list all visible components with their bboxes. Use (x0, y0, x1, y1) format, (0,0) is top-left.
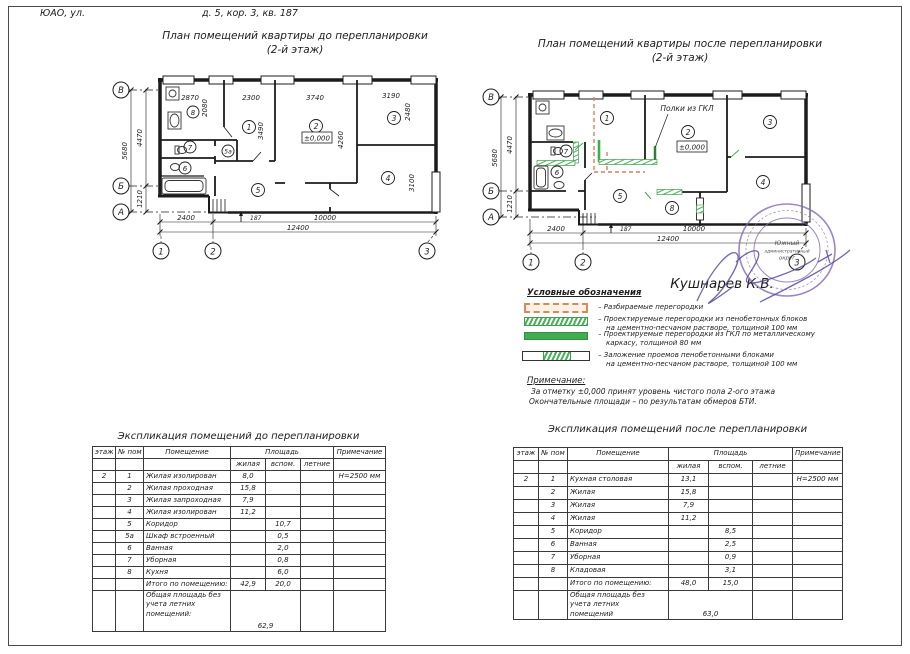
svg-text:4260: 4260 (337, 131, 345, 149)
table-cell (514, 591, 539, 620)
table-cell: Н=2500 мм (793, 474, 843, 487)
table-cell: Уборная (144, 555, 231, 567)
svg-text:2400: 2400 (177, 214, 195, 222)
table-cell (753, 591, 793, 620)
table-cell (301, 579, 334, 591)
table-cell (709, 474, 753, 487)
table-cell: жилая (669, 461, 709, 474)
explication-table-before (92, 446, 385, 632)
dimension-labels-before (121, 92, 416, 232)
table-cell: Кухня (144, 567, 231, 579)
table-cell: 1 (539, 474, 568, 487)
table-cell: 7 (539, 552, 568, 565)
table-cell (334, 495, 386, 507)
plan-before-title-line: План помещений квартиры до перепланировки (162, 30, 428, 42)
plan-before-subtitle: (2-й этаж) (266, 44, 324, 56)
svg-text:В: В (488, 93, 494, 103)
svg-text:1: 1 (246, 123, 252, 132)
svg-text:3740: 3740 (306, 94, 324, 102)
table-cell (334, 591, 386, 632)
svg-text:А: А (488, 213, 494, 223)
table-cell (709, 513, 753, 526)
table-cell (301, 567, 334, 579)
table-cell: Помещение (144, 447, 231, 459)
table-cell (93, 591, 116, 632)
table-cell: 0,5 (266, 531, 301, 543)
table-cell (231, 567, 266, 579)
table-cell: 2,5 (709, 539, 753, 552)
note-line: Окончательные площади – по результатам обмеров БТИ. (529, 397, 757, 406)
table-cell (334, 483, 386, 495)
dimension-lines-before (129, 88, 439, 244)
legend-item-label: – Проектируемые перегородки из ГКЛ по металлическому (598, 330, 815, 338)
note-title: Примечание: (527, 376, 586, 386)
table-cell (568, 461, 669, 474)
table-cell (793, 578, 843, 591)
table-cell: 63,0 (669, 591, 753, 620)
round-stamp (739, 204, 835, 296)
svg-text:3190: 3190 (382, 92, 400, 100)
table-cell: 2 (514, 474, 539, 487)
legend-item-label: – Разбираемые перегородки (598, 303, 704, 311)
table-cell (266, 471, 301, 483)
table-cell (753, 539, 793, 552)
level-mark-after (677, 141, 707, 152)
legend-title: Условные обозначения (527, 288, 642, 298)
legend-item-label: – Заложение проемов пенобетонными блоками (598, 351, 774, 359)
table-cell (514, 487, 539, 500)
svg-text:5: 5 (255, 186, 261, 195)
svg-text:2480: 2480 (404, 103, 412, 121)
table-cell (753, 500, 793, 513)
table-cell (93, 495, 116, 507)
table-cell (539, 591, 568, 620)
svg-text:187: 187 (620, 226, 632, 233)
svg-text:Южный: Южный (774, 240, 800, 247)
table-cell: 7 (116, 555, 144, 567)
table-cell (334, 459, 386, 471)
table-cell (793, 461, 843, 474)
svg-text:6: 6 (554, 169, 560, 177)
table-cell: Площадь (231, 447, 334, 459)
table-cell (93, 459, 116, 471)
table-cell (793, 591, 843, 620)
table-cell (301, 495, 334, 507)
svg-text:8: 8 (669, 204, 675, 213)
svg-text:А: А (118, 208, 124, 218)
table-cell (793, 487, 843, 500)
legend-swatch-foamblock (524, 317, 588, 326)
table-cell: 15,8 (231, 483, 266, 495)
table-cell: Общая площадь без учета летних помещений: (144, 591, 231, 632)
table-cell (334, 543, 386, 555)
svg-text:12400: 12400 (656, 235, 680, 243)
table-cell: Шкаф встроенный (144, 531, 231, 543)
approver-name: Кушнарев К.В. (670, 276, 774, 292)
table-cell: 20,0 (266, 579, 301, 591)
table-cell: 62,9 (231, 591, 301, 632)
table-cell (93, 531, 116, 543)
table-cell (514, 539, 539, 552)
table-cell: Жилая (568, 500, 669, 513)
floor-plan-after (483, 89, 810, 270)
explication-table-after (513, 447, 842, 620)
table-cell: 2,0 (266, 543, 301, 555)
legend-swatch-infill-center (543, 352, 571, 360)
svg-text:2400: 2400 (547, 225, 565, 233)
table-cell (93, 519, 116, 531)
table-cell (669, 565, 709, 578)
table-cell (93, 567, 116, 579)
svg-text:10000: 10000 (313, 214, 337, 222)
table-cell (93, 483, 116, 495)
table-cell (709, 487, 753, 500)
svg-text:7: 7 (187, 144, 193, 152)
table-cell: Кухная столовая (568, 474, 669, 487)
table-cell: 6,0 (266, 567, 301, 579)
floor-plan-before (113, 76, 440, 259)
table-cell (301, 507, 334, 519)
table-cell: 42,9 (231, 579, 266, 591)
table-cell (144, 459, 231, 471)
svg-text:7: 7 (563, 148, 569, 156)
table-cell (334, 567, 386, 579)
table-cell: Примечание (334, 447, 386, 459)
svg-text:2: 2 (210, 247, 216, 258)
table-cell (93, 555, 116, 567)
table-cell (231, 555, 266, 567)
table-cell (793, 526, 843, 539)
table-cell (93, 543, 116, 555)
table-cell (116, 459, 144, 471)
svg-text:Б: Б (488, 187, 494, 197)
svg-text:5680: 5680 (121, 142, 129, 160)
table-cell (301, 555, 334, 567)
table-cell: Ванная (568, 539, 669, 552)
table-cell (266, 495, 301, 507)
table-cell (669, 526, 709, 539)
table-cell: Жилая (568, 487, 669, 500)
table-cell (93, 579, 116, 591)
table-cell: 8 (116, 567, 144, 579)
table-cell: Н=2500 мм (334, 471, 386, 483)
svg-text:округ: округ (778, 255, 796, 262)
svg-text:2: 2 (580, 258, 586, 269)
table-cell (753, 487, 793, 500)
table-before-title: Экспликация помещений до перепланировки (117, 431, 360, 442)
table-cell: 7,9 (231, 495, 266, 507)
table-cell: 10,7 (266, 519, 301, 531)
table-cell: вспом. (709, 461, 753, 474)
table-cell (116, 579, 144, 591)
table-cell (793, 565, 843, 578)
plumbing-fixtures (534, 101, 564, 189)
svg-text:10000: 10000 (682, 225, 706, 233)
table-cell: Помещение (568, 448, 669, 461)
table-cell: № пом (539, 448, 568, 461)
svg-text:1: 1 (528, 258, 534, 269)
explication-table (92, 446, 386, 632)
table-cell (514, 513, 539, 526)
address-label: д. 5, кор. 3, кв. 187 (202, 8, 298, 19)
table-cell: 15,0 (709, 578, 753, 591)
table-cell (334, 555, 386, 567)
table-cell (231, 531, 266, 543)
svg-text:Б: Б (118, 182, 124, 192)
table-cell (301, 471, 334, 483)
svg-text:187: 187 (250, 215, 262, 222)
svg-text:1210: 1210 (136, 190, 144, 208)
table-cell (669, 552, 709, 565)
table-cell (266, 507, 301, 519)
table-cell: Жилая изолирован (144, 471, 231, 483)
table-cell: 4 (539, 513, 568, 526)
table-cell: Жилая проходная (144, 483, 231, 495)
table-cell (334, 579, 386, 591)
legend-item-label2: каркасу, толщиной 80 мм (606, 339, 702, 347)
table-cell (709, 500, 753, 513)
table-cell: Итого по помещению: (568, 578, 669, 591)
table-cell: 6 (539, 539, 568, 552)
level-mark-before (302, 132, 332, 143)
legend-swatch-gkl (524, 332, 588, 340)
table-cell (793, 552, 843, 565)
table-cell (301, 543, 334, 555)
table-cell: 2 (116, 483, 144, 495)
table-cell (753, 474, 793, 487)
table-cell (669, 539, 709, 552)
room-numbers-before (179, 106, 401, 197)
table-cell (793, 500, 843, 513)
svg-text:5: 5 (617, 192, 623, 201)
table-cell (231, 543, 266, 555)
table-cell: 11,2 (669, 513, 709, 526)
table-cell: 6 (116, 543, 144, 555)
table-cell: 5 (539, 526, 568, 539)
table-cell (334, 519, 386, 531)
table-cell (266, 483, 301, 495)
svg-text:3: 3 (391, 114, 397, 123)
table-cell: Примечание (793, 448, 843, 461)
plan-after-subtitle: (2-й этаж) (651, 52, 709, 64)
svg-text:±0,000: ±0,000 (304, 134, 330, 143)
table-cell (514, 526, 539, 539)
table-cell: 11,2 (231, 507, 266, 519)
table-cell: 3 (116, 495, 144, 507)
table-cell: 0,9 (709, 552, 753, 565)
table-cell (753, 565, 793, 578)
svg-text:Полки из ГКЛ: Полки из ГКЛ (660, 104, 714, 113)
svg-text:2080: 2080 (201, 99, 209, 117)
table-cell: 48,0 (669, 578, 709, 591)
table-cell (514, 461, 539, 474)
legend-swatch-demolished (524, 303, 588, 313)
svg-text:4470: 4470 (136, 129, 144, 147)
legend-item-label2: на цементно-песчаном растворе, толщиной 100 мм (606, 360, 798, 368)
table-cell: вспом. (266, 459, 301, 471)
table-cell (514, 565, 539, 578)
table-cell (334, 507, 386, 519)
table-cell: Площадь (669, 448, 793, 461)
table-cell: Ванная (144, 543, 231, 555)
table-after-title: Экспликация помещений после перепланировки (547, 424, 808, 435)
table-cell: 3 (539, 500, 568, 513)
svg-text:3: 3 (767, 118, 773, 127)
svg-text:1: 1 (158, 247, 164, 258)
svg-text:5680: 5680 (491, 149, 499, 167)
svg-text:1: 1 (604, 114, 610, 123)
svg-text:административный: административный (764, 249, 810, 255)
svg-text:5а: 5а (224, 148, 232, 156)
table-cell: жилая (231, 459, 266, 471)
svg-text:4: 4 (385, 174, 391, 183)
svg-text:2: 2 (685, 128, 691, 137)
table-cell: этаж (514, 448, 539, 461)
table-cell: Итого по помещению: (144, 579, 231, 591)
table-cell: 3,1 (709, 565, 753, 578)
table-cell: Кладовая (568, 565, 669, 578)
table-cell: этаж (93, 447, 116, 459)
svg-text:2300: 2300 (242, 94, 260, 102)
table-cell: 5 (116, 519, 144, 531)
table-cell (301, 591, 334, 632)
table-cell: 5а (116, 531, 144, 543)
table-cell: Общая площадь без учета летних помещений (568, 591, 669, 620)
svg-text:2: 2 (313, 122, 319, 131)
table-cell: 8,0 (231, 471, 266, 483)
table-cell: 0,8 (266, 555, 301, 567)
table-cell (753, 513, 793, 526)
table-cell: 1 (116, 471, 144, 483)
table-cell (334, 531, 386, 543)
legend-item-label: – Проектируемые перегородки из пенобетонных блоков (598, 315, 808, 323)
table-cell: 15,8 (669, 487, 709, 500)
table-cell: 2 (539, 487, 568, 500)
table-cell: № пом (116, 447, 144, 459)
table-cell (753, 526, 793, 539)
table-cell (301, 531, 334, 543)
svg-text:3100: 3100 (408, 174, 416, 192)
table-cell (301, 483, 334, 495)
svg-text:3: 3 (794, 258, 800, 269)
table-cell: летние (753, 461, 793, 474)
svg-text:2870: 2870 (181, 94, 199, 102)
table-cell (753, 552, 793, 565)
table-cell: 7,9 (669, 500, 709, 513)
table-cell (793, 539, 843, 552)
svg-text:8: 8 (190, 109, 196, 117)
table-cell (514, 578, 539, 591)
table-cell (116, 591, 144, 632)
svg-text:12400: 12400 (286, 224, 310, 232)
table-cell (93, 507, 116, 519)
svg-text:4470: 4470 (506, 136, 514, 154)
table-cell: Уборная (568, 552, 669, 565)
svg-text:6: 6 (182, 165, 188, 173)
table-cell: Коридор (144, 519, 231, 531)
dimension-lines-after (499, 95, 809, 255)
table-cell (539, 461, 568, 474)
table-cell: 8,5 (709, 526, 753, 539)
svg-text:±0,000: ±0,000 (679, 143, 705, 152)
legend-item-label2: на цементно-песчаном растворе, толщиной 100 мм (606, 324, 798, 332)
svg-text:В: В (118, 86, 124, 96)
table-cell: Жилая запроходная (144, 495, 231, 507)
svg-text:1210: 1210 (506, 195, 514, 213)
table-cell: 13,1 (669, 474, 709, 487)
table-cell (793, 513, 843, 526)
note-line: За отметку ±0,000 принят уровень чистого пола 2-ого этажа (531, 387, 776, 396)
table-cell (231, 519, 266, 531)
table-cell (514, 552, 539, 565)
infilled-opening (697, 198, 704, 220)
district-label: ЮАО, ул. (40, 8, 85, 19)
legend-swatch-infill (522, 351, 590, 361)
table-cell: Коридор (568, 526, 669, 539)
table-cell (539, 578, 568, 591)
table-cell: летние (301, 459, 334, 471)
table-cell: Жилая (568, 513, 669, 526)
svg-text:4: 4 (760, 178, 766, 187)
table-cell (301, 519, 334, 531)
table-cell: 4 (116, 507, 144, 519)
table-cell (753, 578, 793, 591)
table-cell: 8 (539, 565, 568, 578)
table-cell (514, 500, 539, 513)
explication-table (513, 447, 843, 620)
plan-after-title-line: План помещений квартиры после перепланировки (537, 38, 823, 50)
svg-text:3490: 3490 (257, 122, 265, 140)
table-cell: Жилая изолирован (144, 507, 231, 519)
svg-text:3: 3 (424, 247, 430, 258)
table-cell: 2 (93, 471, 116, 483)
